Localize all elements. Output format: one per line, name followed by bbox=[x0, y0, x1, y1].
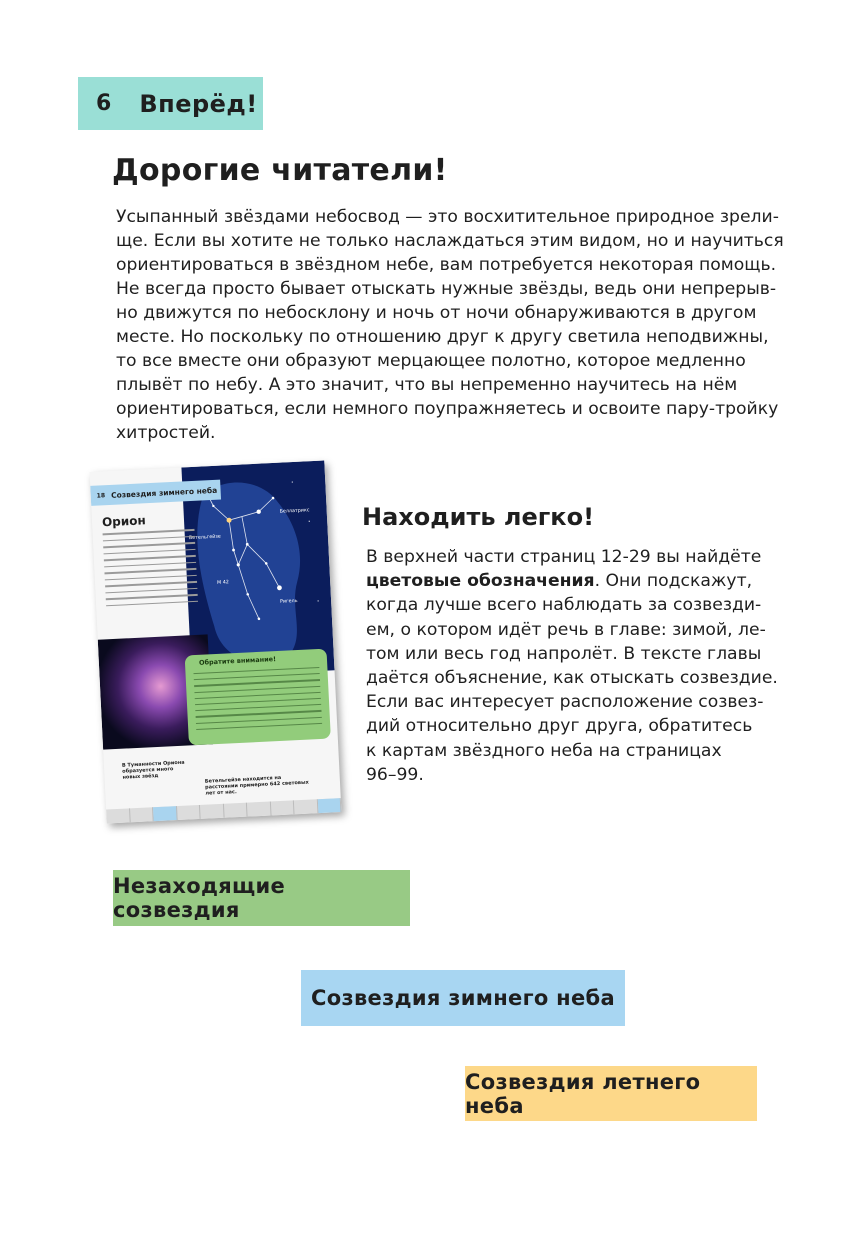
legend-circumpolar: Незаходящие созвездия bbox=[113, 870, 410, 926]
intro-line: Усыпанный звёздами небосвод — это восхитительное природное зрели- bbox=[116, 207, 779, 227]
sample-header-title: Созвездия зимнего неба bbox=[110, 485, 218, 500]
section-line: том или весь год напролёт. В тексте главы bbox=[366, 643, 762, 664]
intro-line: плывёт по небу. А это значит, что вы непременно научитесь на нём bbox=[116, 375, 738, 395]
label-bellatrix: Беллатрикс bbox=[279, 508, 310, 515]
section-paragraph bbox=[366, 545, 778, 787]
section-heading: Находить легко! bbox=[362, 503, 595, 531]
sample-note-box bbox=[185, 649, 331, 746]
chapter-tab bbox=[78, 77, 263, 130]
section-line: к картам звёздного неба на страницах bbox=[366, 740, 722, 761]
intro-line: месте. Но поскольку по отношению друг к другу светила неподвижны, bbox=[116, 327, 769, 347]
section-line: дий относительно друг друга, обратитесь bbox=[366, 716, 753, 737]
sample-note-title: Обратите внимание! bbox=[198, 655, 277, 667]
sample-text-lines bbox=[103, 529, 199, 611]
legend-winter: Созвездия зимнего неба bbox=[301, 970, 625, 1026]
section-line: 96–99. bbox=[366, 764, 424, 785]
section-line: В верхней части страниц 12-29 вы найдёте bbox=[366, 547, 762, 567]
intro-heading: Дорогие читатели! bbox=[112, 153, 448, 188]
sample-page bbox=[90, 460, 342, 823]
intro-line: Не всегда просто бывает отыскать нужные звёзды, ведь они непрерыв- bbox=[116, 279, 777, 299]
sample-page-image bbox=[98, 466, 338, 822]
section-line: цветовые обозначения. Они подскажут, bbox=[366, 571, 753, 592]
intro-line: ориентироваться в звёздном небе, вам потребуется некоторая помощь. bbox=[116, 255, 777, 275]
color-codes-term: цветовые обозначения bbox=[366, 571, 595, 592]
intro-line: но движутся по небосклону и ночь от ночи обнаруживаются в другом bbox=[116, 303, 757, 323]
intro-line: ориентироваться, если немного поупражняетесь и освоите пару-тройку bbox=[116, 399, 779, 419]
label-rigel: Ригель bbox=[280, 598, 298, 605]
intro-line: то все вместе они образуют мерцающее полотно, которое медленно bbox=[116, 351, 746, 371]
sample-footer-tabs bbox=[106, 798, 341, 823]
sample-caption-nebula: В Туманности Ориона образуется много новых звёзд bbox=[121, 759, 185, 781]
chapter-title: Вперёд! bbox=[139, 89, 258, 118]
section-line: когда лучше всего наблюдать за созвезди- bbox=[366, 595, 762, 616]
sample-title: Орион bbox=[101, 513, 147, 530]
sample-page-number: 18 bbox=[96, 491, 106, 500]
intro-line: хитростей. bbox=[116, 423, 216, 443]
legend-summer: Созвездия летнего неба bbox=[465, 1066, 757, 1121]
label-betelgeuse: Бетельгейзе bbox=[188, 534, 221, 542]
label-m42: М 42 bbox=[217, 580, 230, 586]
page-number: 6 bbox=[96, 91, 112, 116]
intro-line: ще. Если вы хотите не только наслаждаться этим видом, но и научиться bbox=[116, 231, 784, 251]
section-line: ем, о котором идёт речь в главе: зимой, ле- bbox=[366, 619, 766, 640]
section-line: Если вас интересует расположение созвез- bbox=[366, 692, 764, 713]
sample-caption-distance: Бетельгейзе находится на расстоянии примерно 642 световых лет от нас. bbox=[204, 774, 309, 797]
intro-paragraph bbox=[116, 205, 784, 445]
section-line: даётся объяснение, как отыскать созвездие. bbox=[366, 668, 778, 689]
